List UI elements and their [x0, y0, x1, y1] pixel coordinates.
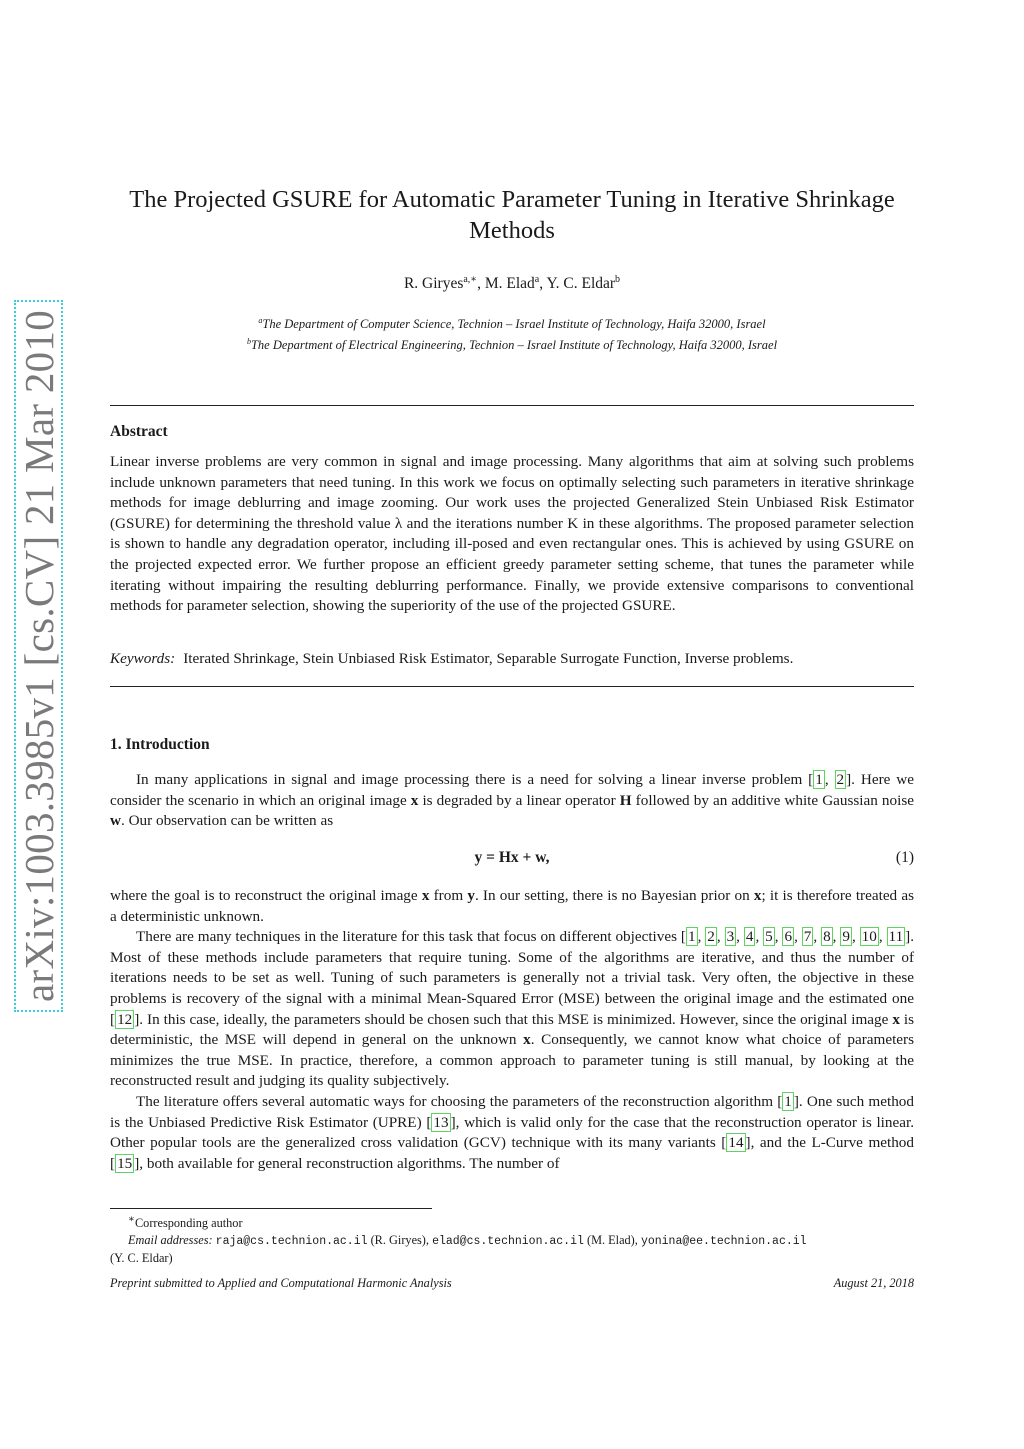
email-owner: (M. Elad), — [586, 1232, 638, 1247]
author-affiliation-mark: a — [534, 274, 540, 285]
author-name: M. Elad — [484, 275, 535, 293]
citation-link[interactable]: 2 — [707, 928, 715, 946]
text-run: ], which is valid only for the case that the reconstruction operator is linear. Other popular tools are the generalized cross validation (GCV) technique with its many variants [ — [110, 1113, 914, 1152]
citation-link[interactable]: 7 — [803, 928, 812, 946]
author-affiliation-mark: b — [615, 274, 621, 285]
math-symbol: y — [467, 887, 475, 904]
citation-link[interactable]: 2 — [836, 771, 845, 788]
math-symbol: w — [110, 812, 121, 830]
email-addresses-note — [110, 1232, 914, 1251]
citation-link[interactable]: 12 — [117, 1010, 133, 1028]
affiliation-b — [110, 333, 914, 354]
abstract-text: Linear inverse problems are very common in signal and image processing. Many algorithms that aim at solving such problems include unknown parameters that need tuning. In this work we focus on optimally selecting such parameters in iterative shrinkage methods for image deblurring and image zooming. Our work uses the projected Generalized Stein Unbiased Risk Estimator (GSURE) for determining the threshold value λ and the iterations number K in these algorithms. The proposed parameter selection is shown to handle any degradation operator, including ill-posed and even rectangular ones. This is achieved by using GSURE on the projected expected error. We further propose an efficient greedy parameter setting scheme, that tunes the parameter while iterating without impairing the resulting deblurring performance. Finally, we provide extensive comparisons to conventional methods for parameter selection, showing the superiority of the use of the projected GSURE. — [110, 453, 914, 615]
text-run: . Consequently, we cannot know what choice of parameters minimizes the true MSE. In practice, therefore, a common approach to parameter tuning is still manual, by looking at the reconstructed result and judging its quality subjectively. — [110, 1031, 915, 1090]
abstract-bottom-rule — [110, 686, 914, 687]
text-run: ; it is therefore treated as a deterministic unknown. — [110, 887, 914, 925]
text-run: where the goal is to reconstruct the original image — [110, 887, 422, 904]
citation-link[interactable]: 5 — [765, 928, 773, 946]
text-run: , — [824, 771, 835, 788]
text-run: ]. In this case, ideally, the parameters should be chosen such that this MSE is minimized. However, since the original image — [134, 1010, 893, 1028]
text-run: ], both available for general reconstruction algorithms. The number of — [134, 1154, 560, 1172]
citation-link[interactable]: 13 — [433, 1113, 449, 1131]
intro-paragraph-3 — [110, 1092, 914, 1174]
citation-link[interactable]: 4 — [745, 928, 754, 946]
author-affiliation-mark: a,∗ — [463, 274, 478, 285]
corresponding-author-note — [110, 1212, 914, 1232]
affiliation-a — [110, 312, 914, 333]
text-run: ], and the L-Curve method [ — [110, 1134, 914, 1172]
math-symbol: H — [619, 791, 632, 809]
text-run: is degraded by a linear operator — [418, 791, 620, 809]
footnotes — [110, 1212, 914, 1267]
citation-link[interactable]: 8 — [823, 928, 831, 946]
footnote-rule — [110, 1208, 432, 1209]
keywords-text: Iterated Shrinkage, Stein Unbiased Risk Estimator, Separable Surrogate Function, Inverse problems. — [183, 650, 794, 667]
footnote-mark: ∗ — [128, 1214, 135, 1225]
preprint-note: Preprint submitted to Applied and Computational Harmonic Analysis — [110, 1276, 452, 1290]
affiliation-text: The Department of Computer Science, Technion – Israel Institute of Technology, Haifa 32000, Israel — [262, 317, 766, 332]
text-run: ]. Here we consider the scenario in which an original image — [110, 771, 914, 809]
abstract-heading: Abstract — [110, 423, 168, 440]
citation-link[interactable]: 3 — [726, 928, 735, 946]
affiliation-text: The Department of Electrical Engineering, Technion – Israel Institute of Technology, Haifa 32000, Israel — [250, 338, 778, 353]
text-run: is deterministic, the MSE will depend in general on the unknown — [110, 1010, 914, 1049]
citation-link[interactable]: 6 — [784, 928, 793, 946]
email-owner-continued: (Y. C. Eldar) — [110, 1251, 173, 1266]
intro-paragraph-2 — [110, 886, 914, 1092]
affiliation-mark: a — [258, 316, 263, 325]
arxiv-identifier-stamp[interactable]: arXiv:1003.3985v1 [cs.CV] 21 Mar 2010 — [14, 300, 63, 1012]
math-symbol: x — [892, 1010, 900, 1028]
text-run: . Our observation can be written as — [120, 812, 334, 830]
footnote-text: Corresponding author — [134, 1216, 243, 1231]
citation-link[interactable]: 15 — [117, 1154, 133, 1172]
text-run: The literature offers several automatic ways for choosing the parameters of the reconstruction algorithm [ — [136, 1093, 783, 1110]
paragraph-line-group — [110, 886, 914, 927]
text-run: followed by an additive white Gaussian noise — [631, 791, 914, 809]
equation-1 — [110, 849, 914, 871]
paper-title: The Projected GSURE for Automatic Parameter Tuning in Iterative Shrinkage Methods — [129, 186, 895, 244]
affiliations — [110, 312, 914, 354]
text-run: In many applications in signal and image processing there is a need for solving a linear inverse problem [ — [136, 771, 814, 788]
text-run: ]. One such method is the Unbiased Predictive Risk Estimator (UPRE) [ — [110, 1093, 914, 1131]
author-name: Y. C. Eldar — [546, 275, 616, 293]
keywords-label: Keywords: — [110, 650, 176, 667]
citation-link[interactable]: 1 — [687, 928, 696, 946]
abstract-top-rule — [110, 405, 914, 406]
citation-link[interactable]: 1 — [784, 1093, 792, 1110]
text-run: . In our setting, there is no Bayesian prior on — [474, 887, 754, 904]
math-symbol: x — [523, 1031, 531, 1049]
author-list: R. Giryes$^{a,∗}$, M. Elad$^a$, Y. C. Eldar$^b$ — [403, 274, 621, 293]
citation-link[interactable]: 10 — [861, 928, 877, 946]
email-link[interactable]: elad@cs.technion.ac.il — [432, 1234, 584, 1248]
equation-number: (1) — [895, 849, 914, 866]
text-run: There are many techniques in the literature for this task that focus on different objectives [ — [136, 928, 686, 946]
math-symbol: x — [421, 887, 430, 904]
section-heading-introduction: 1. Introduction — [110, 736, 210, 753]
email-label: Email addresses: — [128, 1232, 213, 1247]
email-owner: (R. Giryes), — [370, 1232, 429, 1247]
affiliation-mark: b — [246, 337, 251, 347]
intro-paragraph-1 — [110, 770, 914, 832]
equation-body: y = Hx + w, — [474, 849, 550, 866]
paragraph-line-group: There are many techniques in the literature for this task that focus on different objectives [ 1 , 2 , 3 , 4 , 5 , 6 , 7 , 8 , 9 , 10 , 11 ]. Most of these methods include parameters that require tuning. Some of the algorithms are iterative, and thus the number of iterations needs to be set as well. Tuning of such parameters is generally not a trivial task. Very often, the objective in these problems is recovery of the signal with a minimal Mean-Squared Error (MSE) between the original image and the estimated one [ 12 ]. In this case, ideally, the parameters should be chosen such that this MSE is minimized. However, since the original image x is deterministic, the MSE will depend in general on the unknown x. Consequently, we cannot know what choice of parameters minimizes the true MSE. In practice, therefore, a common approach to parameter tuning is still manual, by looking at the reconstructed result and judging its quality subjectively. — [110, 928, 915, 1090]
email-link[interactable]: raja@cs.technion.ac.il — [215, 1234, 368, 1248]
text-run: from — [429, 887, 468, 904]
citation-link[interactable]: 11 — [888, 928, 904, 946]
citation-link[interactable]: 9 — [842, 928, 850, 946]
text-run: ]. Most of these methods include parameters that require tuning. Some of the algorithms are iterative, and thus the number of iterations needs to be set as well. Tuning of such parameters is generally not a trivial task. Very often, the objective in these problems is recovery of the signal with a minimal Mean-Squared Error (MSE) between the original image and the estimated one [ — [110, 928, 915, 1028]
keywords — [110, 650, 914, 668]
email-link[interactable]: yonina@ee.technion.ac.il — [640, 1234, 807, 1248]
citation-link[interactable]: 1 — [815, 771, 823, 788]
preprint-date: August 21, 2018 — [833, 1276, 914, 1290]
author-name: R. Giryes — [403, 275, 464, 293]
citation-link[interactable]: 14 — [728, 1134, 744, 1152]
math-symbol: x — [410, 791, 419, 809]
math-symbol: x — [753, 887, 762, 904]
